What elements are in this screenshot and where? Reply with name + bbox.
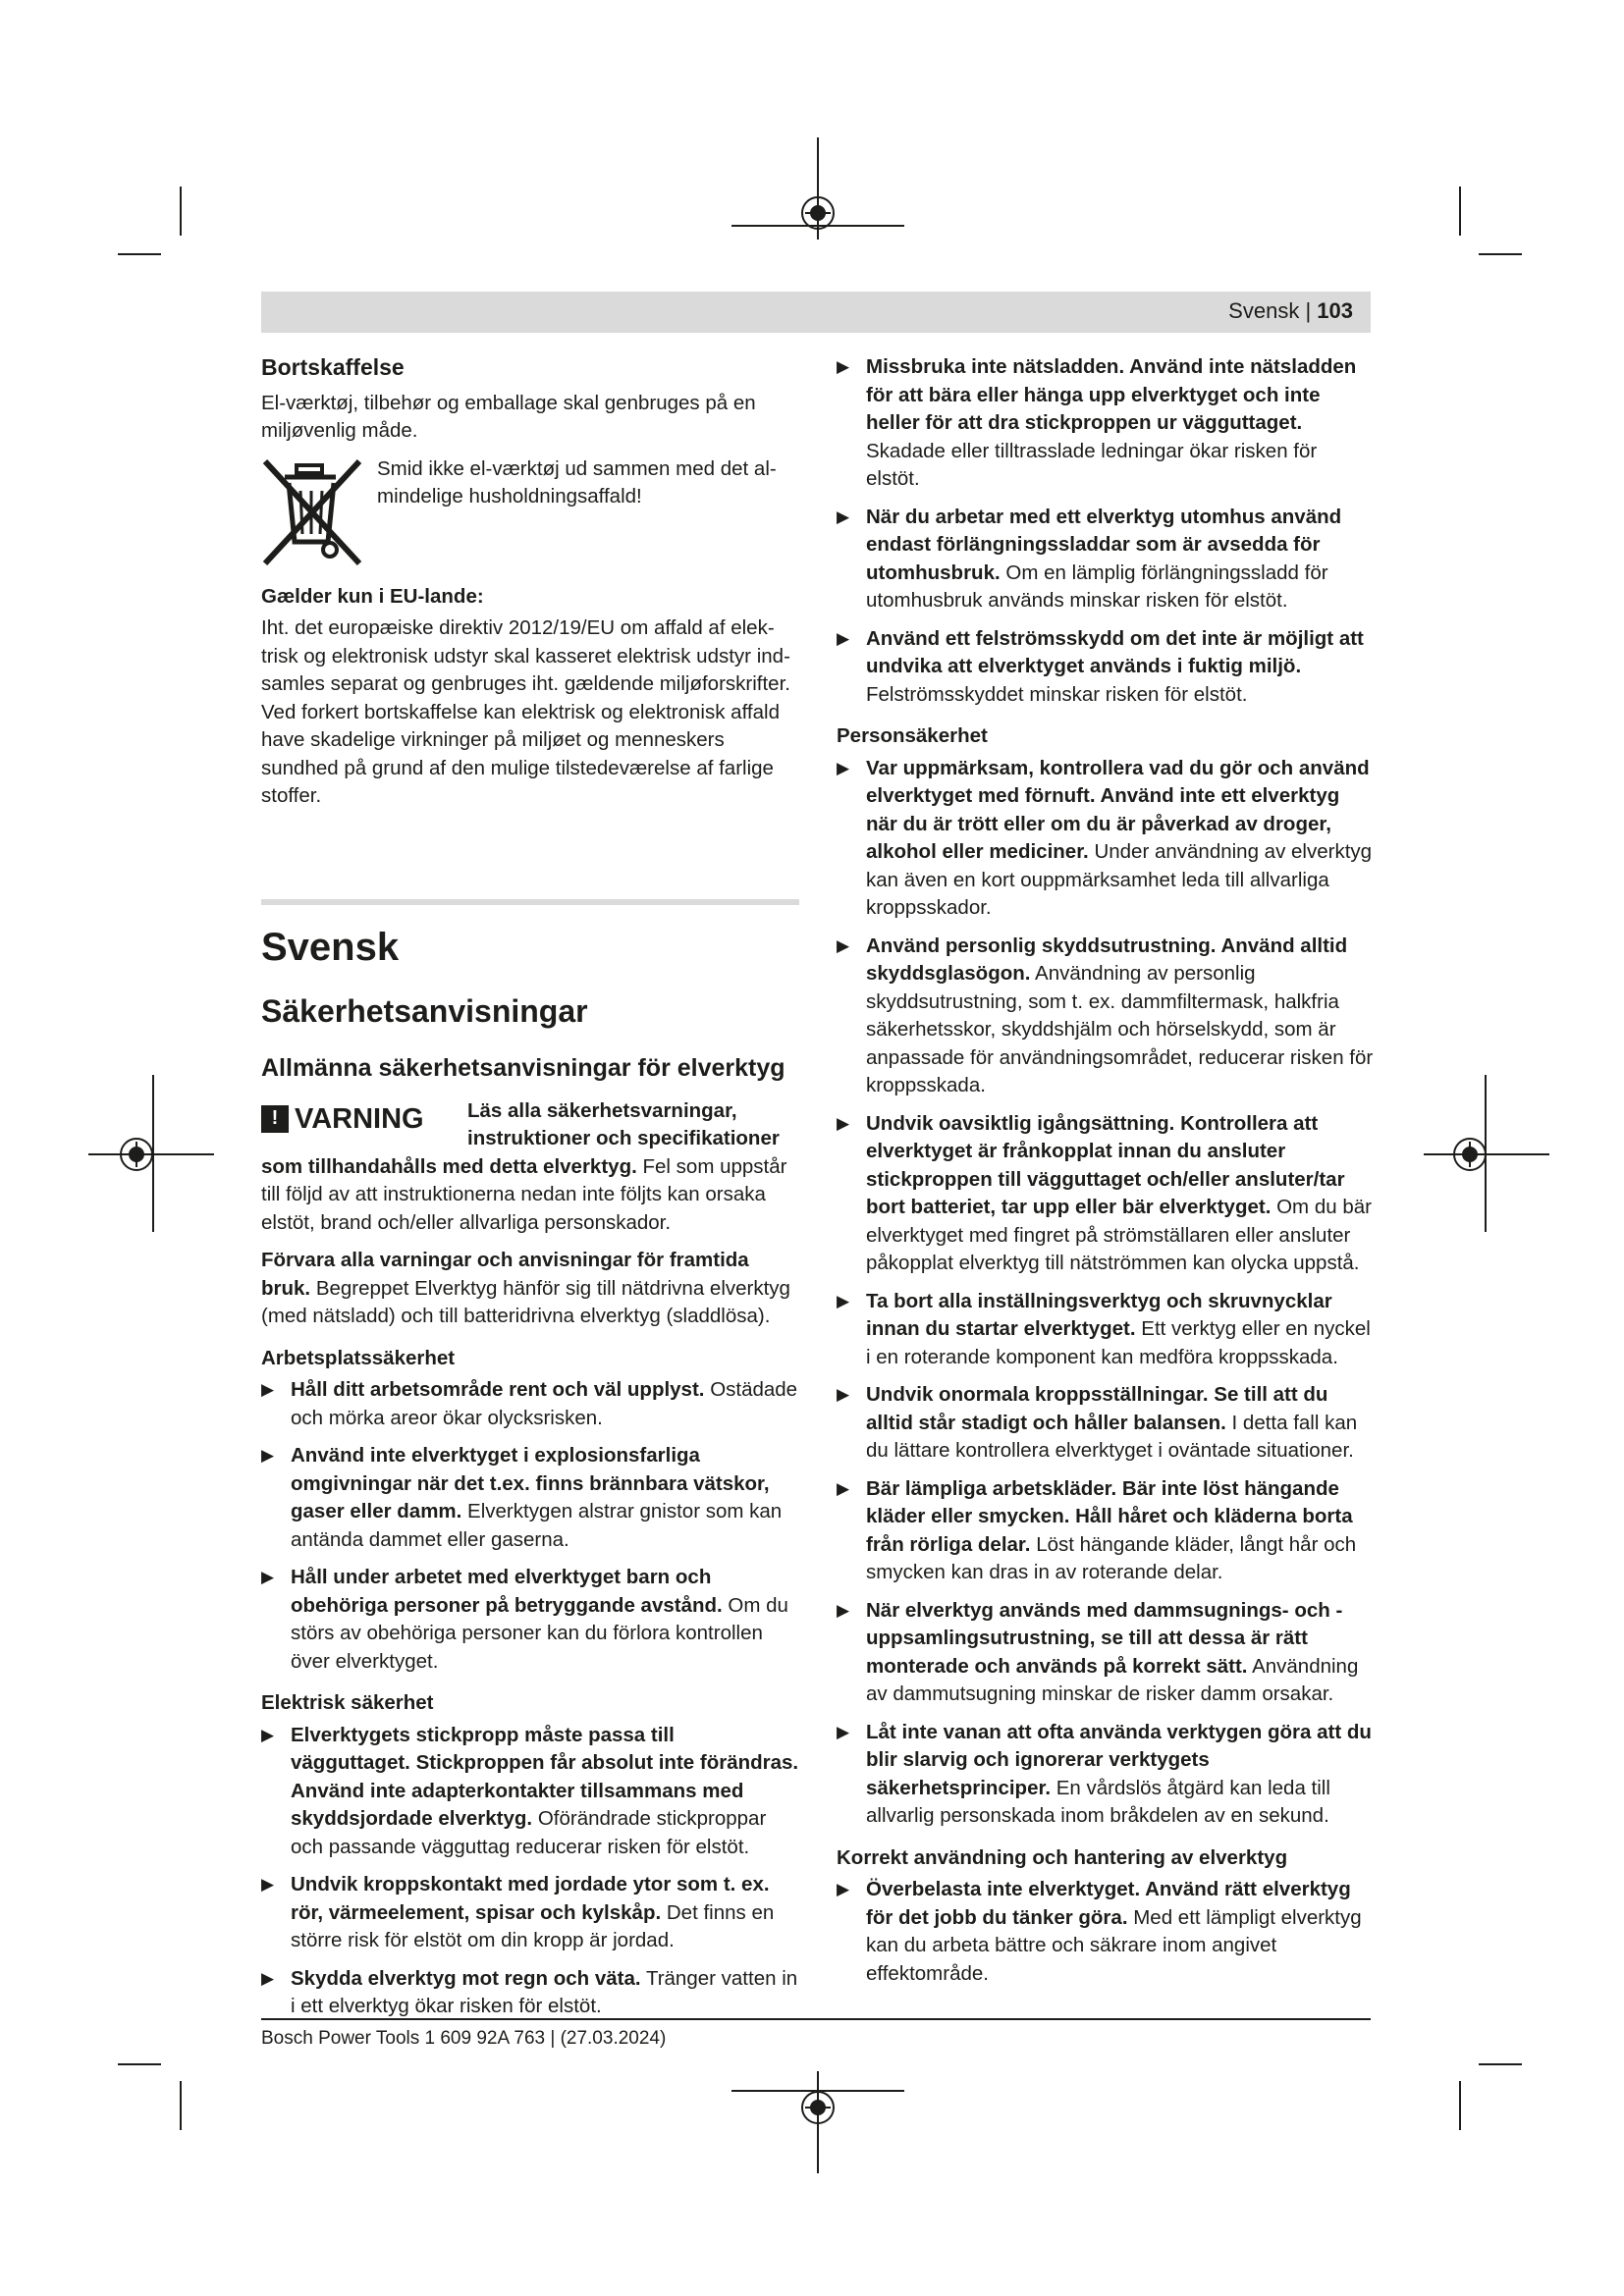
crop-mark — [118, 253, 161, 255]
crop-mark — [1479, 2063, 1522, 2065]
list-item: ▶ Överbelasta inte elverktyget. Använd rätt elverktyg för det jobb du tänker göra. Med ett lämpligt elverktyg kan du arbeta bättre och säkrare inom angivet effektområde. — [837, 1876, 1375, 1988]
crop-mark — [1479, 253, 1522, 255]
page-header: Svensk | 103 — [261, 292, 1371, 333]
use-list — [837, 1876, 1375, 1988]
crossed-out-wheelie-bin-icon — [261, 455, 363, 569]
left-column — [261, 353, 799, 2031]
warning-label — [261, 1097, 448, 1153]
list-item: ▶ Skydda elverktyg mot regn och väta. Tränger vatten in i ett elverktyg ökar risken för elstöt. — [261, 1965, 799, 2021]
eu-heading: Gælder kun i EU-lande: — [261, 584, 484, 608]
list-item: ▶ När elverktyg används med dammsugnings- och -uppsamlingsutrustning, se till att dessa är rätt monterade och används på korrekt sätt. Användning av dammutsugning minskar de risker damm orsakar. — [837, 1597, 1375, 1709]
crop-mark — [1459, 187, 1461, 236]
list-item: ▶ Var uppmärksam, kontrollera vad du gör och använd elverktyget med förnuft. Använd inte ett elverktyg när du är trött eller om du är påverkad av droger, alkohol eller mediciner. Under användning av elverktyg kan även en kort ouppmärksamhet leda till allvarliga kroppsskador. — [837, 755, 1375, 923]
section-divider — [261, 899, 799, 905]
list-item: ▶ När du arbetar med ett elverktyg utomhus använd endast förlängningssladdar som är avsedda för utomhusbruk. Om en lämplig förlängningssladd för utomhusbruk används minskar risken för elstöt. — [837, 504, 1375, 615]
language-title: Svensk — [261, 925, 400, 969]
list-item: ▶ Elverktygets stickpropp måste passa till vägguttaget. Stickproppen får absolut inte förändras. Använd inte adapterkontakter tillsammans med skyddsjordade elverktyg. Oförändrade stickproppar och passande vägguttag reducerar risken för elstöt. — [261, 1722, 799, 1862]
list-item: ▶ Bär lämpliga arbetskläder. Bär inte löst hängande kläder eller smycken. Håll håret och kläderna borta från rörliga delar. Löst hängande kläder, långt hår och smycken kan dras in av roterande delar. — [837, 1475, 1375, 1587]
list-item: ▶ Ta bort alla inställningsverktyg och skruvnycklar innan du startar elverktyget. Ett verktyg eller en nyckel i en roterande komponent kan medföra kroppsskada. — [837, 1288, 1375, 1372]
weee-text: Smid ikke el-værktøj ud sammen med det almindelige husholdningsaffald! — [377, 456, 777, 507]
warning-text: Fel som uppstår till följd av att instruktionerna nedan inte följts kan orsaka elstöt, brand och/eller allvarliga personskador. — [261, 1154, 787, 1234]
list-item: ▶ Låt inte vanan att ofta använda verktygen göra att du blir slarvig och ignorerar verktygets säkerhetsprinciper. En vårdslös åtgärd kan leda till allvarlig personskada inom bråkdelen av en sekund. — [837, 1719, 1375, 1831]
crop-mark — [1459, 2081, 1461, 2130]
footer-rule — [261, 2018, 1371, 2020]
warning-lead-cont: som tillhandahålls med detta elverktyg. — [261, 1154, 637, 1178]
safety-title: Säkerhetsanvisningar — [261, 992, 588, 1029]
page-number: 103 — [1317, 298, 1353, 323]
list-item: ▶ Håll ditt arbetsområde rent och väl upplyst. Ostädade och mörka areor ökar olycksrisken. — [261, 1376, 799, 1432]
list-item: ▶ Undvik oavsiktlig igångsättning. Kontrollera att elverktyget är frånkopplat innan du ansluter stickproppen till vägguttaget och/eller ansluter/tar bort batteriet, tar upp eller bär elverktyget. Om du bär elverktyget med fingret på strömställaren eller ansluter påkopplat elverktyg till nätströmmen kan olycka uppstå. — [837, 1110, 1375, 1278]
personal-list — [837, 755, 1375, 1831]
list-item: ▶ Använd ett felströmsskydd om det inte är möjligt att undvika att elverktyget används i fuktig miljö. Felströmsskyddet minskar risken för elstöt. — [837, 625, 1375, 710]
workplace-list — [261, 1376, 799, 1676]
list-item: ▶ Håll under arbetet med elverktyget barn och obehöriga personer på betryggande avstånd. Om du störs av obehöriga personer kan du förlora kontrollen över elverktyget. — [261, 1564, 799, 1676]
registration-line — [1424, 1153, 1549, 1155]
electrical-list-cont — [837, 353, 1375, 709]
list-item: ▶ Använd personlig skyddsutrustning. Använd alltid skyddsglasögon. Användning av personlig skyddsutrustning, som t. ex. dammfiltermask, halkfria säkerhetsskor, skyddshjälm och hörselskydd, som är anpassade för användningsområdet, reducerar risken för kroppsskada. — [837, 933, 1375, 1100]
list-item: ▶ Missbruka inte nätsladden. Använd inte nätsladden för att bära eller hänga upp elverktyget och inte heller för att dra stickproppen ur vägguttaget. Skadade eller tilltrasslade ledningar ökar risken för elstöt. — [837, 353, 1375, 494]
warning-label-text: VARNING — [295, 1102, 424, 1135]
right-column — [837, 353, 1375, 1998]
registration-mark-icon — [120, 1138, 153, 1171]
registration-mark-icon — [801, 2091, 835, 2124]
header-section-label: Svensk — [1228, 298, 1300, 323]
warning-triangle-icon: ! — [261, 1105, 289, 1133]
list-item: ▶ Använd inte elverktyget i explosionsfarliga omgivningar när det t.ex. finns brännbara vätskor, gaser eller damm. Elverktygen alstrar gnistor som kan antända dammet eller gaserna. — [261, 1442, 799, 1554]
registration-mark-icon — [1453, 1138, 1487, 1171]
list-item: ▶ Undvik onormala kroppsställningar. Se till att du alltid står stadigt och håller balansen. I detta fall kan du lättare kontrollera elverktyget i oväntade situationer. — [837, 1381, 1375, 1466]
disposal-text: El-værktøj, tilbehør og emballage skal genbruges på en miljøvenlig måde. — [261, 391, 756, 442]
crop-mark — [118, 2063, 161, 2065]
page-footer: Bosch Power Tools 1 609 92A 763 | (27.03.2024) — [261, 2028, 667, 2049]
weee-block — [261, 455, 799, 569]
personal-heading: Personsäkerhet — [837, 724, 988, 747]
warning-lead: Läs alla säkerhetsvarningar, instruktioner och specifikationer — [467, 1098, 780, 1149]
general-safety-title: Allmänna säkerhetsanvisningar för elverktyg — [261, 1053, 785, 1082]
warning-block — [261, 1097, 799, 1153]
use-heading: Korrekt användning och hantering av elverktyg — [837, 1845, 1288, 1869]
eu-text: Iht. det europæiske direktiv 2012/19/EU om affald af elektrisk og elektronisk udstyr skal kasseret elektrisk udstyr indsamles separat og genbruges iht. gældende miljøforskrifter. Ved forkert bortskaffelse kan elektrisk og elektronisk affald have skadelige virkninger på miljøet og menneskers sundhed på grund af den mulige tilstedeværelse af farlige stoffer. — [261, 616, 790, 807]
registration-mark-icon — [801, 196, 835, 230]
crop-mark — [180, 187, 182, 236]
crop-mark — [180, 2081, 182, 2130]
keep-instructions-bold: Förvara alla varningar och anvisningar för framtida bruk. — [261, 1249, 749, 1300]
workplace-heading: Arbetsplatssäkerhet — [261, 1346, 456, 1369]
keep-instructions-text: Begreppet Elverktyg hänför sig till nätdrivna elverktyg (med nätsladd) och till batteridrivna elverktyg (sladdlösa). — [261, 1276, 790, 1327]
disposal-heading: Bortskaffelse — [261, 354, 405, 380]
electrical-heading: Elektrisk säkerhet — [261, 1691, 434, 1714]
list-item: ▶ Undvik kroppskontakt med jordade ytor som t. ex. rör, värmeelement, spisar och kylskåp. Det finns en större risk för elstöt om din kropp är jordad. — [261, 1871, 799, 1955]
electrical-list — [261, 1722, 799, 2021]
